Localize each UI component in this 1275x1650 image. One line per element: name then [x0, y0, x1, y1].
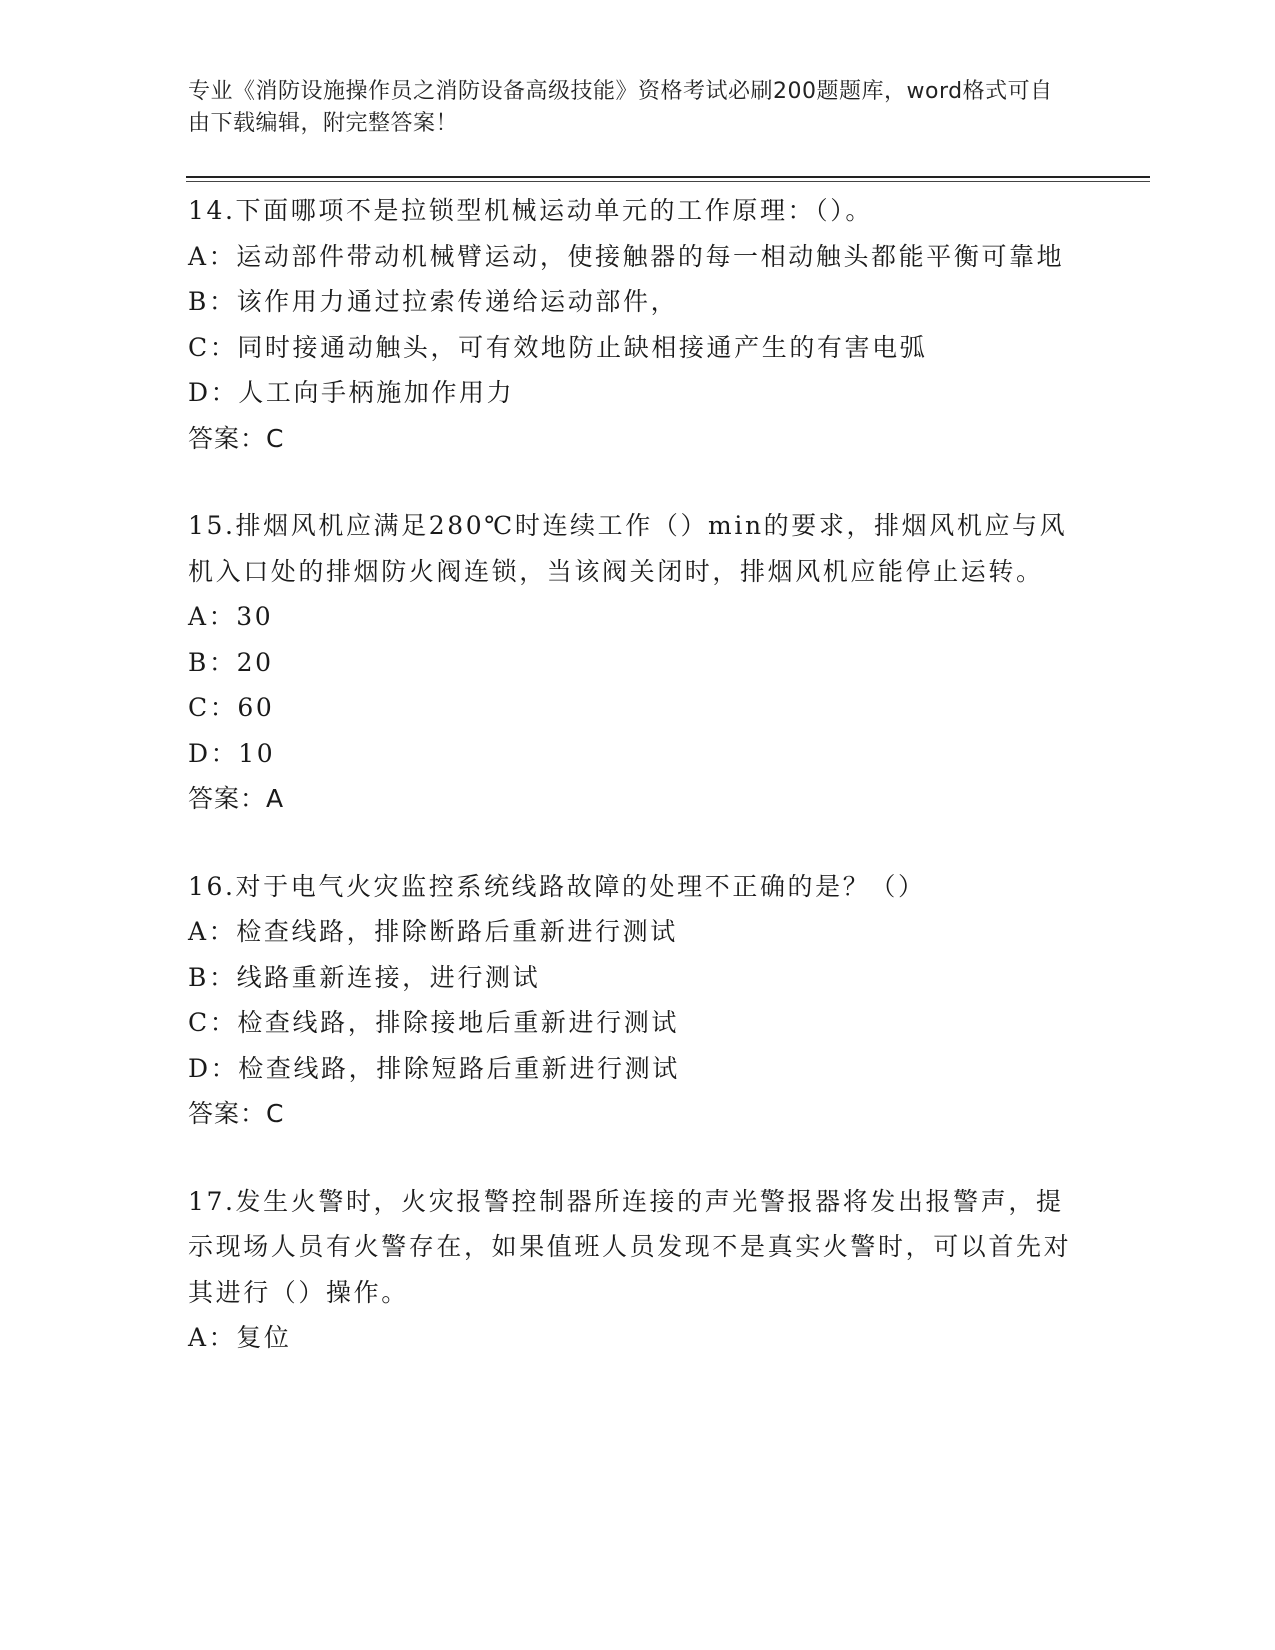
option-b: B：线路重新连接，进行测试	[188, 962, 541, 992]
question-16	[188, 864, 1088, 1137]
document-header: 专业《消防设施操作员之消防设备高级技能》资格考试必刷200题题库，word格式可自由下载编辑，附完整答案！	[188, 79, 1053, 136]
option-a: A：运动部件带动机械臂运动，使接触器的每一相动触头都能平衡可靠地	[188, 241, 1065, 271]
option-d: D：人工向手柄施加作用力	[188, 378, 515, 407]
question-text: 17.发生火警时，火灾报警控制器所连接的声光警报器将发出报警声，提示现场人员有火警存在，如果值班人员发现不是真实火警时，可以首先对其进行（）操作。	[188, 1186, 1072, 1307]
question-text: 15.排烟风机应满足280℃时连续工作（）min的要求，排烟风机应与风机入口处的排烟防火阀连锁，当该阀关闭时，排烟风机应能停止运转。	[188, 511, 1068, 586]
option-d: D：检查线路，排除短路后重新进行测试	[188, 1053, 680, 1083]
question-14	[188, 188, 1088, 461]
option-d: D：10	[188, 738, 276, 768]
header-divider-thick	[186, 176, 1150, 178]
option-a: A：30	[188, 602, 274, 631]
option-c: C：检查线路，排除接地后重新进行测试	[188, 1008, 679, 1037]
header-divider-thin	[186, 181, 1150, 182]
question-15	[188, 503, 1088, 822]
question-list	[188, 188, 1088, 1403]
option-a: A：检查线路，排除断路后重新进行测试	[188, 917, 678, 946]
option-b: B：该作用力通过拉索传递给运动部件，	[188, 287, 679, 316]
answer-line: 答案：C	[188, 423, 285, 453]
answer-line: 答案：A	[188, 784, 285, 813]
question-text: 16.对于电气火灾监控系统线路故障的处理不正确的是？（）	[188, 871, 926, 901]
option-b: B：20	[188, 647, 274, 677]
option-a: A：复位	[188, 1323, 292, 1352]
question-text: 14.下面哪项不是拉锁型机械运动单元的工作原理：（）。	[188, 196, 873, 225]
option-c: C：同时接通动触头，可有效地防止缺相接通产生的有害电弧	[188, 332, 928, 362]
question-17	[188, 1179, 1088, 1361]
option-c: C：60	[188, 693, 275, 722]
answer-line: 答案：C	[188, 1099, 285, 1128]
